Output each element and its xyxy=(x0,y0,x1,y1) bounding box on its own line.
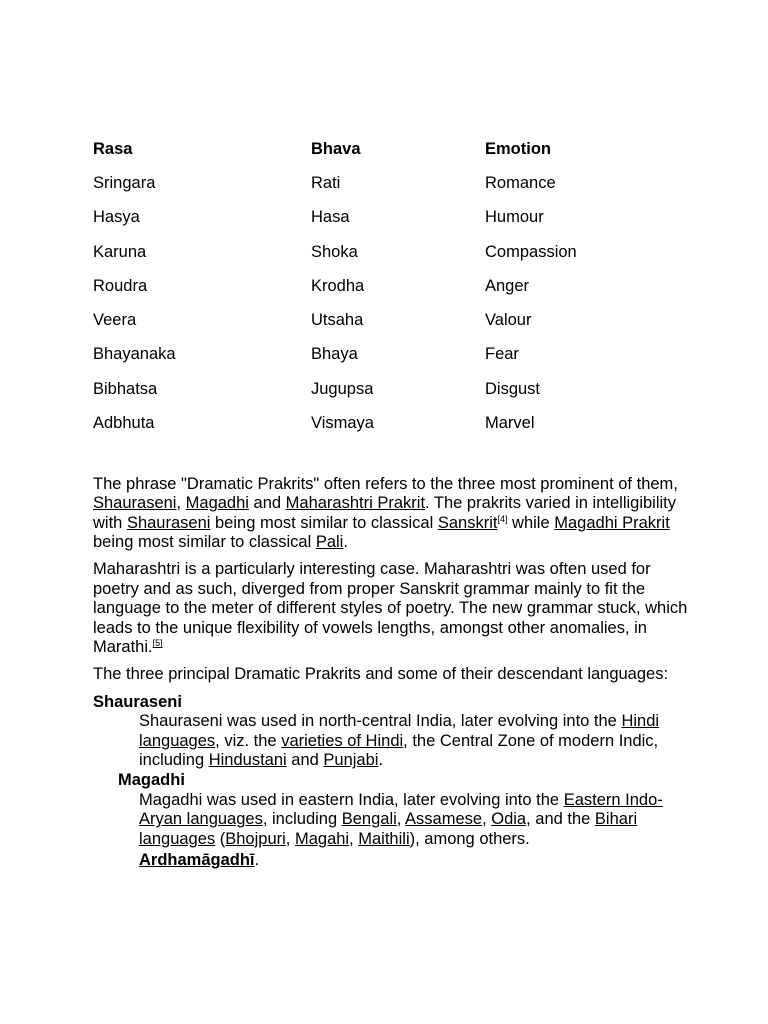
header-emotion: Emotion xyxy=(485,139,551,158)
text-run: being most similar to classical xyxy=(93,533,316,552)
text-run: . xyxy=(343,533,348,552)
link-maharashtri-prakrit[interactable]: Maharashtri Prakrit xyxy=(285,494,426,513)
citation-4[interactable]: [4] xyxy=(497,513,508,524)
header-rasa: Rasa xyxy=(93,139,133,158)
table-row xyxy=(93,406,685,440)
text-run: , xyxy=(285,829,295,848)
text-run: The phrase "Dramatic Prakrits" often refers to the three most prominent of them, xyxy=(93,474,678,493)
text-run: , and the xyxy=(526,810,595,829)
link-punjabi[interactable]: Punjabi xyxy=(323,751,379,770)
table-row xyxy=(93,201,685,235)
link-ardhamagadhi[interactable]: Ardhamāgadhī xyxy=(139,851,255,870)
table-cell: Romance xyxy=(485,173,556,192)
table-cell: Humour xyxy=(485,208,544,227)
text-run: , xyxy=(482,810,492,829)
text-run: , the Central Zone of modern Indic, including xyxy=(139,731,659,770)
table-cell: Adbhuta xyxy=(93,414,155,433)
link-shauraseni[interactable]: Shauraseni xyxy=(93,494,177,513)
table-cell: Shoka xyxy=(311,242,358,261)
text-run: and xyxy=(286,751,324,770)
term-shauraseni: Shauraseni xyxy=(93,692,182,711)
link-sanskrit[interactable]: Sanskrit xyxy=(437,513,498,532)
link-pali[interactable]: Pali xyxy=(315,533,344,552)
table-cell: Bhayanaka xyxy=(93,345,176,364)
table-cell: Jugupsa xyxy=(311,379,374,398)
table-cell: Marvel xyxy=(485,414,535,433)
table-cell: Valour xyxy=(485,311,532,330)
text-run: . The prakrits varied in intelligibility with xyxy=(93,494,676,532)
link-maithili[interactable]: Maithili xyxy=(358,829,410,848)
table-row xyxy=(93,235,685,269)
link-magadhi-prakrit[interactable]: Magadhi Prakrit xyxy=(554,513,670,532)
table-row xyxy=(93,338,685,372)
table-header-row xyxy=(93,132,685,166)
link-assamese[interactable]: Assamese xyxy=(405,810,483,829)
table-cell: Disgust xyxy=(485,379,541,398)
text-run: , viz. the xyxy=(215,731,282,750)
table-cell: Vismaya xyxy=(311,414,374,433)
link-bengali[interactable]: Bengali xyxy=(341,810,397,829)
rasa-table xyxy=(93,132,685,441)
link-eastern-indo-aryan-languages[interactable]: Eastern Indo-Aryan languages xyxy=(139,790,663,829)
text-run: Magadhi was used in eastern India, later evolving into the xyxy=(139,790,564,809)
text-run: being most similar to classical xyxy=(210,513,438,532)
link-odia[interactable]: Odia xyxy=(491,810,527,829)
table-cell: Krodha xyxy=(311,276,365,295)
text-run: . xyxy=(378,751,384,770)
link-magahi[interactable]: Magahi xyxy=(294,829,350,848)
table-cell: Utsaha xyxy=(311,311,364,330)
table-cell: Hasa xyxy=(311,208,350,227)
text-run: , xyxy=(396,810,406,829)
definition-shauraseni xyxy=(139,712,693,771)
table-cell: Rati xyxy=(311,173,341,192)
table-cell: Bhaya xyxy=(311,345,358,364)
table-cell: Bibhatsa xyxy=(93,379,158,398)
text-run: Maharashtri is a particularly interesting case. Maharashtri was often used for poetry and as such, diverged from proper Sanskrit grammar mainly to fit the language to the meter of different styles of poetry. The new grammar stuck, which leads to the unique flexibility of vowels lengths, amongst other anomalies, in Marathi. xyxy=(93,560,688,657)
table-row xyxy=(93,303,685,337)
table-cell: Roudra xyxy=(93,276,148,295)
document-page xyxy=(93,132,693,871)
citation-5[interactable]: [5] xyxy=(152,638,163,649)
table-cell: Hasya xyxy=(93,208,140,227)
table-cell: Compassion xyxy=(485,242,577,261)
link-hindustani[interactable]: Hindustani xyxy=(208,751,287,770)
link-varieties-of-hindi[interactable]: varieties of Hindi xyxy=(281,731,404,750)
table-cell: Anger xyxy=(485,276,530,295)
term-ardhamagadhi xyxy=(139,851,693,871)
link-bihari-languages[interactable]: Bihari languages xyxy=(139,810,638,848)
text-run: and xyxy=(248,494,286,513)
link-shauraseni-2[interactable]: Shauraseni xyxy=(126,513,211,532)
definition-magadhi xyxy=(139,791,693,850)
table-row xyxy=(93,166,685,200)
paragraph-maharashtri xyxy=(93,560,693,658)
text-run: . xyxy=(254,851,260,870)
link-magadhi[interactable]: Magadhi xyxy=(185,494,249,513)
table-cell: Fear xyxy=(485,345,519,364)
text-run: , including xyxy=(262,810,342,829)
header-bhava: Bhava xyxy=(311,139,361,158)
paragraph-principal-prakrits: The three principal Dramatic Prakrits and some of their descendant languages: xyxy=(93,665,669,684)
paragraph-dramatic-prakrits xyxy=(93,475,693,553)
term-magadhi: Magadhi xyxy=(118,770,185,789)
table-cell: Sringara xyxy=(93,173,156,192)
table-cell: Veera xyxy=(93,311,137,330)
text-run: , xyxy=(176,494,186,513)
text-run: , xyxy=(349,829,359,848)
link-bhojpuri[interactable]: Bhojpuri xyxy=(225,829,286,848)
link-hindi-languages[interactable]: Hindi languages xyxy=(139,712,660,750)
table-cell: Karuna xyxy=(93,242,147,261)
text-run: while xyxy=(507,513,555,532)
text-run: ), among others. xyxy=(409,829,530,848)
text-run: Shauraseni was used in north-central India, later evolving into the xyxy=(139,712,622,731)
text-run: ( xyxy=(215,829,226,848)
table-row xyxy=(93,372,685,406)
table-row xyxy=(93,269,685,303)
